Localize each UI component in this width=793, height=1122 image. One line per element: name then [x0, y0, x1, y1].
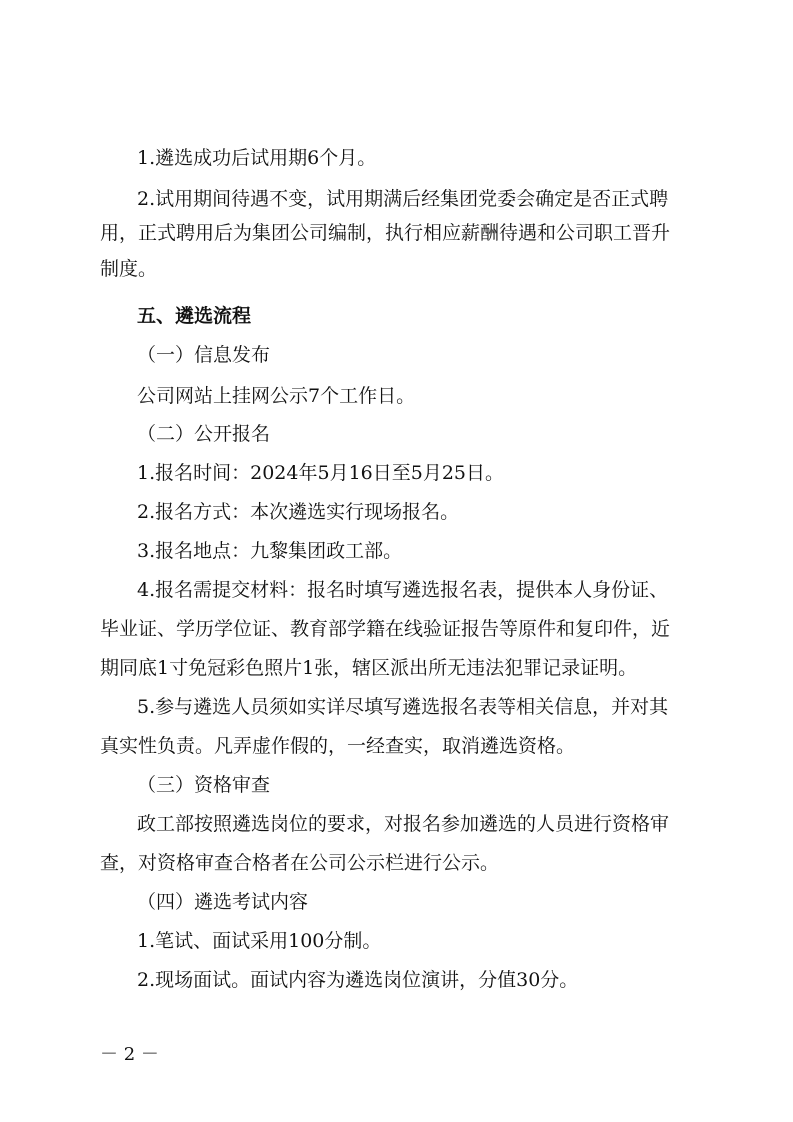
paragraph-line: 政工部按照遴选岗位的要求，对报名参加遴选的人员进行资格审 — [137, 813, 670, 835]
paragraph-line: 1.报名时间：2024年5月16日至5月25日。 — [137, 462, 505, 484]
paragraph-line: 真实性负责。凡弄虚作假的，一经查实，取消遴选资格。 — [100, 735, 576, 757]
paragraph-line: 公司网站上挂网公示7个工作日。 — [137, 385, 416, 407]
paragraph-line: 3.报名地点：九黎集团政工部。 — [137, 540, 403, 562]
subsection-heading: （二）公开报名 — [137, 423, 271, 445]
page-number: － 2 － — [100, 1044, 159, 1065]
paragraph-line: 2.试用期间待遇不变，试用期满后经集团党委会确定是否正式聘 — [137, 188, 669, 210]
subsection-heading: （一）信息发布 — [137, 344, 271, 366]
paragraph-line: 2.报名方式：本次遴选实行现场报名。 — [137, 501, 460, 523]
paragraph-line: 1.遴选成功后试用期6个月。 — [137, 147, 377, 169]
paragraph-line: 制度。 — [100, 258, 158, 280]
subsection-heading: （四）遴选考试内容 — [137, 891, 309, 913]
paragraph-line: 用，正式聘用后为集团公司编制，执行相应薪酬待遇和公司职工晋升 — [100, 222, 671, 244]
paragraph-line: 期同底1寸免冠彩色照片1张，辖区派出所无违法犯罪记录证明。 — [100, 657, 638, 679]
paragraph-line: 2.现场面试。面试内容为遴选岗位演讲，分值30分。 — [137, 969, 579, 991]
subsection-heading: （三）资格审查 — [137, 774, 271, 796]
paragraph-line: 5.参与遴选人员须如实详尽填写遴选报名表等相关信息，并对其 — [137, 696, 669, 718]
paragraph-line: 查，对资格审查合格者在公司公示栏进行公示。 — [100, 852, 500, 874]
paragraph-line: 1.笔试、面试采用100分制。 — [137, 930, 382, 952]
paragraph-line: 4.报名需提交材料：报名时填写遴选报名表，提供本人身份证、 — [137, 579, 669, 601]
section-heading: 五、遴选流程 — [137, 305, 252, 327]
paragraph-line: 毕业证、学历学位证、教育部学籍在线验证报告等原件和复印件，近 — [100, 618, 671, 640]
